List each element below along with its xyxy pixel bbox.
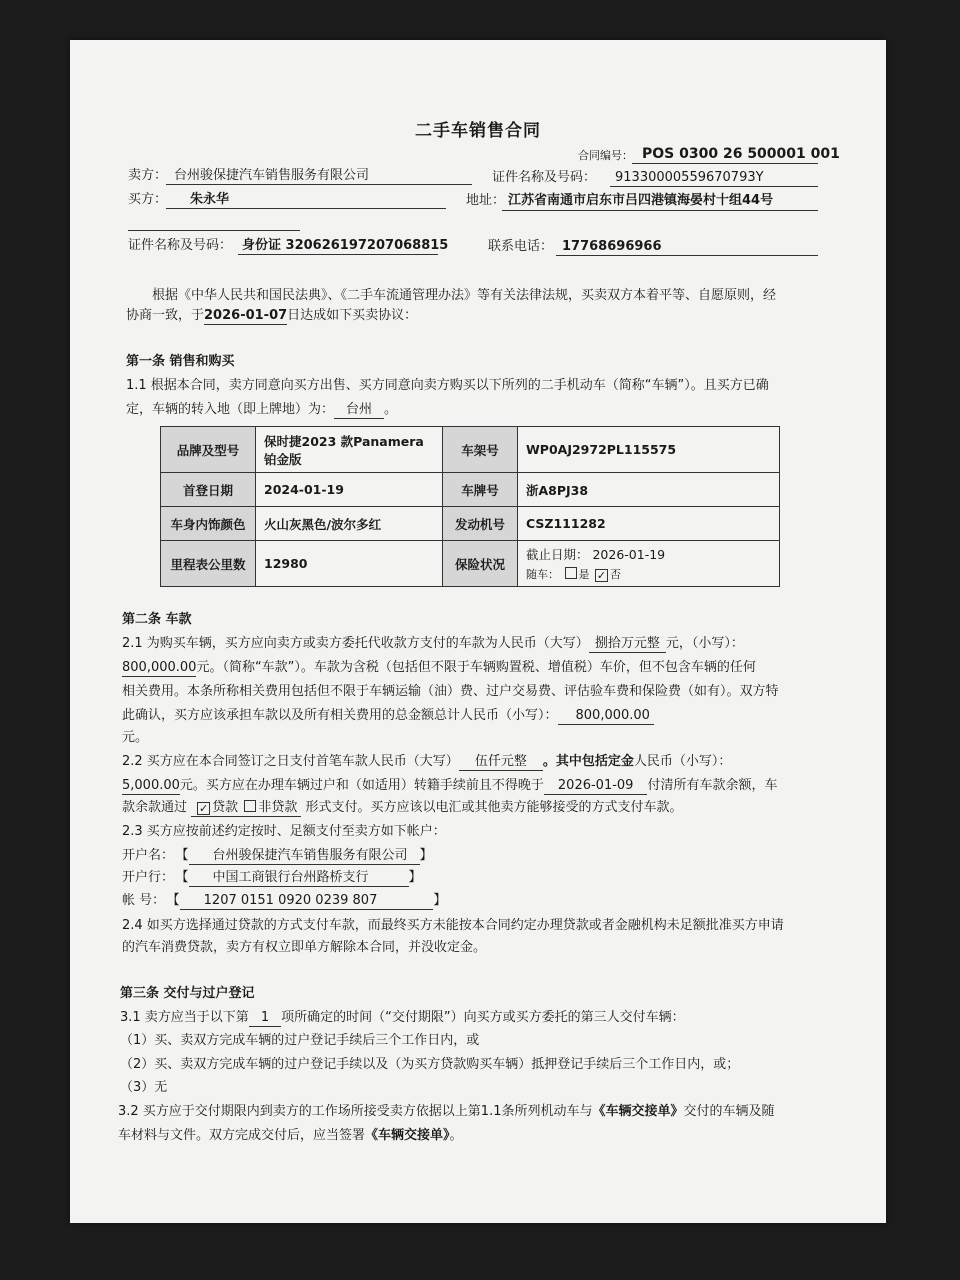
seller-underline bbox=[166, 184, 472, 185]
p22-c: 人民币（小写）： bbox=[633, 754, 732, 769]
acct-no: 1207 0151 0920 0239 807 bbox=[180, 893, 434, 910]
insurance-options bbox=[526, 566, 771, 582]
engine-value: CSZ111282 bbox=[518, 507, 780, 541]
p32-d: 车材料与文件。双方完成交付后，应当签署 bbox=[118, 1128, 366, 1143]
buyer-addr-value: 江苏省南通市启东市吕四港镇海晏村十组44号 bbox=[508, 193, 774, 208]
contract-page bbox=[70, 40, 886, 1223]
p32-f: 。 bbox=[449, 1128, 463, 1143]
blank-underline bbox=[128, 230, 300, 231]
p22-g: 形式支付。买方应该以电汇或其他卖方能够接受的方式支付车款。 bbox=[305, 800, 683, 815]
brand-value bbox=[256, 427, 443, 473]
p21-b: 元，（小写）： bbox=[665, 636, 744, 651]
acct-name: 台州骏保捷汽车销售服务有限公司 bbox=[189, 848, 420, 865]
amount-cn: 捌拾万元整 bbox=[589, 636, 666, 653]
p32-e: 《车辆交接单》 bbox=[365, 1128, 450, 1143]
bank-row: 开户行： 【 中国工商银行台州路桥支行 】 bbox=[122, 870, 422, 885]
p21-c: 元。（简称“车款”）。车款为含税（包括但不限于车辆购置税、增值税）车价，但不包含车辆的任何 bbox=[196, 660, 756, 675]
option-2: （2）买、卖双方完成车辆的过户登记手续以及（为买方贷款购买车辆）抵押登记手续后三个工作日内，或； bbox=[120, 1057, 740, 1072]
payment-method bbox=[191, 800, 301, 817]
yes-label: 是 bbox=[578, 568, 590, 581]
contract-no-label: 合同编号： bbox=[578, 149, 633, 162]
buyer-addr-underline bbox=[502, 210, 818, 211]
mileage-label: 里程表公里数 bbox=[161, 541, 256, 587]
p22-d: 元。买方应在办理车辆过户和（如适用）转籍手续前且不得晚于 bbox=[179, 778, 544, 793]
article1-p1: 1.1 根据本合同，卖方同意向买方出售、买方同意向卖方购买以下所列的二手机动车（简称“车辆”）。且买方已确 bbox=[126, 378, 769, 393]
intro-line-2-post: 日达成如下买卖协议： bbox=[287, 308, 418, 323]
p21-d: 相关费用。本条所称相关费用包括但不限于车辆运输（油）费、过户交易费、评估验车费和保险费（如有）。双方特 bbox=[122, 684, 779, 699]
deposit-cn: 伍仟元整 bbox=[459, 754, 543, 771]
transfer-city: 台州 bbox=[334, 402, 384, 419]
article2-heading: 第二条 车款 bbox=[122, 612, 192, 627]
seller-name: 台州骏保捷汽车销售服务有限公司 bbox=[174, 168, 370, 183]
article1-heading: 第一条 销售和购买 bbox=[126, 354, 235, 369]
yes-checkbox[interactable] bbox=[565, 567, 577, 579]
bank-name: 中国工商银行台州路桥支行 bbox=[189, 870, 409, 887]
insurance-value bbox=[518, 541, 780, 587]
seller-label: 卖方： bbox=[128, 168, 168, 183]
insurance-opt-label: 随车： bbox=[526, 568, 559, 581]
buyer-id-underline bbox=[238, 254, 438, 255]
p22-f: 款余款通过 bbox=[122, 800, 188, 815]
color-value: 火山灰黑色/波尔多红 bbox=[256, 507, 443, 541]
color-label: 车身内饰颜色 bbox=[161, 507, 256, 541]
contract-no-value: POS 0300 26 500001 001 bbox=[642, 146, 840, 162]
p22-a: 2.2 买方应在本合同签订之日支付首笔车款人民币（大写） bbox=[122, 754, 459, 769]
buyer-phone-underline bbox=[556, 255, 818, 256]
p31-a: 3.1 卖方应当于以下第 bbox=[120, 1010, 249, 1025]
acct-no-row: 帐 号： 【 1207 0151 0920 0239 807 】 bbox=[122, 893, 447, 908]
table-row bbox=[161, 507, 780, 541]
acct-name-label: 开户名： bbox=[122, 848, 175, 863]
reg-date-label: 首登日期 bbox=[161, 473, 256, 507]
contract-date: 2026-01-07 bbox=[204, 308, 288, 323]
p24-a: 2.4 如买方选择通过贷款的方式支付车款，而最终买方未能按本合同约定办理贷款或者金融机构未足额批准买方申请 bbox=[122, 918, 784, 933]
contract-no-underline bbox=[632, 163, 818, 164]
plate-value: 浙A8PJ38 bbox=[518, 473, 780, 507]
brand-value-line-1: 保时捷2023 款Panamera bbox=[264, 433, 424, 449]
buyer-addr-label: 地址： bbox=[466, 193, 506, 208]
total-amount: 800,000.00 bbox=[558, 708, 654, 725]
engine-label: 发动机号 bbox=[443, 507, 518, 541]
brand-label: 品牌及型号 bbox=[161, 427, 256, 473]
brand-value-line-2: 铂金版 bbox=[264, 451, 302, 467]
due-date: 2026-01-09 bbox=[544, 778, 648, 795]
seller-id-label: 证件名称及号码： bbox=[492, 170, 597, 185]
delivery-item: 1 bbox=[249, 1010, 281, 1027]
p21-a: 2.1 为购买车辆，买方应向卖方或卖方委托代收款方支付的车款为人民币（大写） bbox=[122, 636, 589, 651]
acct-name-row: 开户名： 【 台州骏保捷汽车销售服务有限公司 】 bbox=[122, 848, 433, 863]
plate-label: 车牌号 bbox=[443, 473, 518, 507]
vehicle-table bbox=[160, 426, 780, 587]
buyer-id-value: 身份证 320626197207068815 bbox=[242, 238, 449, 253]
p21-e: 此确认，买方应该承担车款以及所有相关费用的总金额总计人民币（小写）： bbox=[122, 708, 558, 723]
p32-a: 3.2 买方应于交付期限内到卖方的工作场所接受卖方依据以上第1.1条所列机动车与 bbox=[118, 1104, 593, 1119]
option-3: （3）无 bbox=[120, 1080, 168, 1095]
insurance-deadline: 截止日期： 2026-01-19 bbox=[526, 547, 666, 562]
deposit-num: 5,000.00 bbox=[122, 778, 180, 793]
mileage-value: 12980 bbox=[256, 541, 443, 587]
vin-label: 车架号 bbox=[443, 427, 518, 473]
no-checkbox-checked[interactable]: ✓ bbox=[596, 569, 607, 582]
buyer-phone-value: 17768696966 bbox=[562, 239, 662, 254]
loan-label: 贷款 bbox=[212, 800, 239, 815]
noloan-checkbox[interactable] bbox=[244, 800, 256, 812]
intro-line-2-pre: 协商一致，于 bbox=[126, 308, 205, 323]
article3-heading: 第三条 交付与过户登记 bbox=[120, 986, 255, 1001]
loan-checkbox-checked[interactable]: ✓ bbox=[199, 802, 209, 815]
seller-id-underline bbox=[610, 186, 818, 187]
article1-p2-post: 。 bbox=[384, 402, 398, 417]
article1-p2-pre: 定，车辆的转入地（即上牌地）为： bbox=[126, 402, 335, 417]
table-row bbox=[161, 541, 780, 587]
insurance-label: 保险状况 bbox=[443, 541, 518, 587]
buyer-underline bbox=[166, 208, 446, 209]
contract-title: 二手车销售合同 bbox=[415, 121, 541, 141]
p23: 2.3 买方应按前述约定按时、足额支付至卖方如下帐户： bbox=[122, 824, 446, 839]
p21-f: 元。 bbox=[122, 730, 149, 745]
p22-e: 付清所有车款余额，车 bbox=[647, 778, 778, 793]
p32-c: 交付的车辆及随 bbox=[683, 1104, 775, 1119]
p22-b: 。其中包括定金 bbox=[542, 754, 634, 769]
bank-label: 开户行： bbox=[122, 870, 175, 885]
table-row bbox=[161, 427, 780, 473]
table-row bbox=[161, 473, 780, 507]
vin-value: WP0AJ2972PL115575 bbox=[518, 427, 780, 473]
buyer-id-label: 证件名称及号码： bbox=[128, 238, 233, 253]
buyer-name: 朱永华 bbox=[190, 192, 230, 207]
amount-num: 800,000.00 bbox=[122, 660, 197, 675]
noloan-label: 非贷款 bbox=[258, 800, 298, 815]
p31-b: 项所确定的时间（“交付期限”）向买方或买方委托的第三人交付车辆： bbox=[281, 1010, 685, 1025]
p24-b: 的汽车消费贷款，卖方有权立即单方解除本合同，并没收定金。 bbox=[122, 940, 487, 955]
acct-no-label: 帐 号： bbox=[122, 893, 166, 908]
buyer-phone-label: 联系电话： bbox=[488, 239, 554, 254]
intro-line-1: 根据《中华人民共和国民法典》、《二手车流通管理办法》等有关法律法规，买卖双方本着平等、自愿原则，经 bbox=[152, 288, 777, 303]
no-label: 否 bbox=[610, 568, 621, 581]
buyer-label: 买方： bbox=[128, 192, 168, 207]
option-1: （1）买、卖双方完成车辆的过户登记手续后三个工作日内，或 bbox=[120, 1033, 480, 1048]
reg-date-value: 2024-01-19 bbox=[256, 473, 443, 507]
seller-id-value: 91330000559670793Y bbox=[615, 170, 764, 185]
p32-b: 《车辆交接单》 bbox=[592, 1104, 684, 1119]
